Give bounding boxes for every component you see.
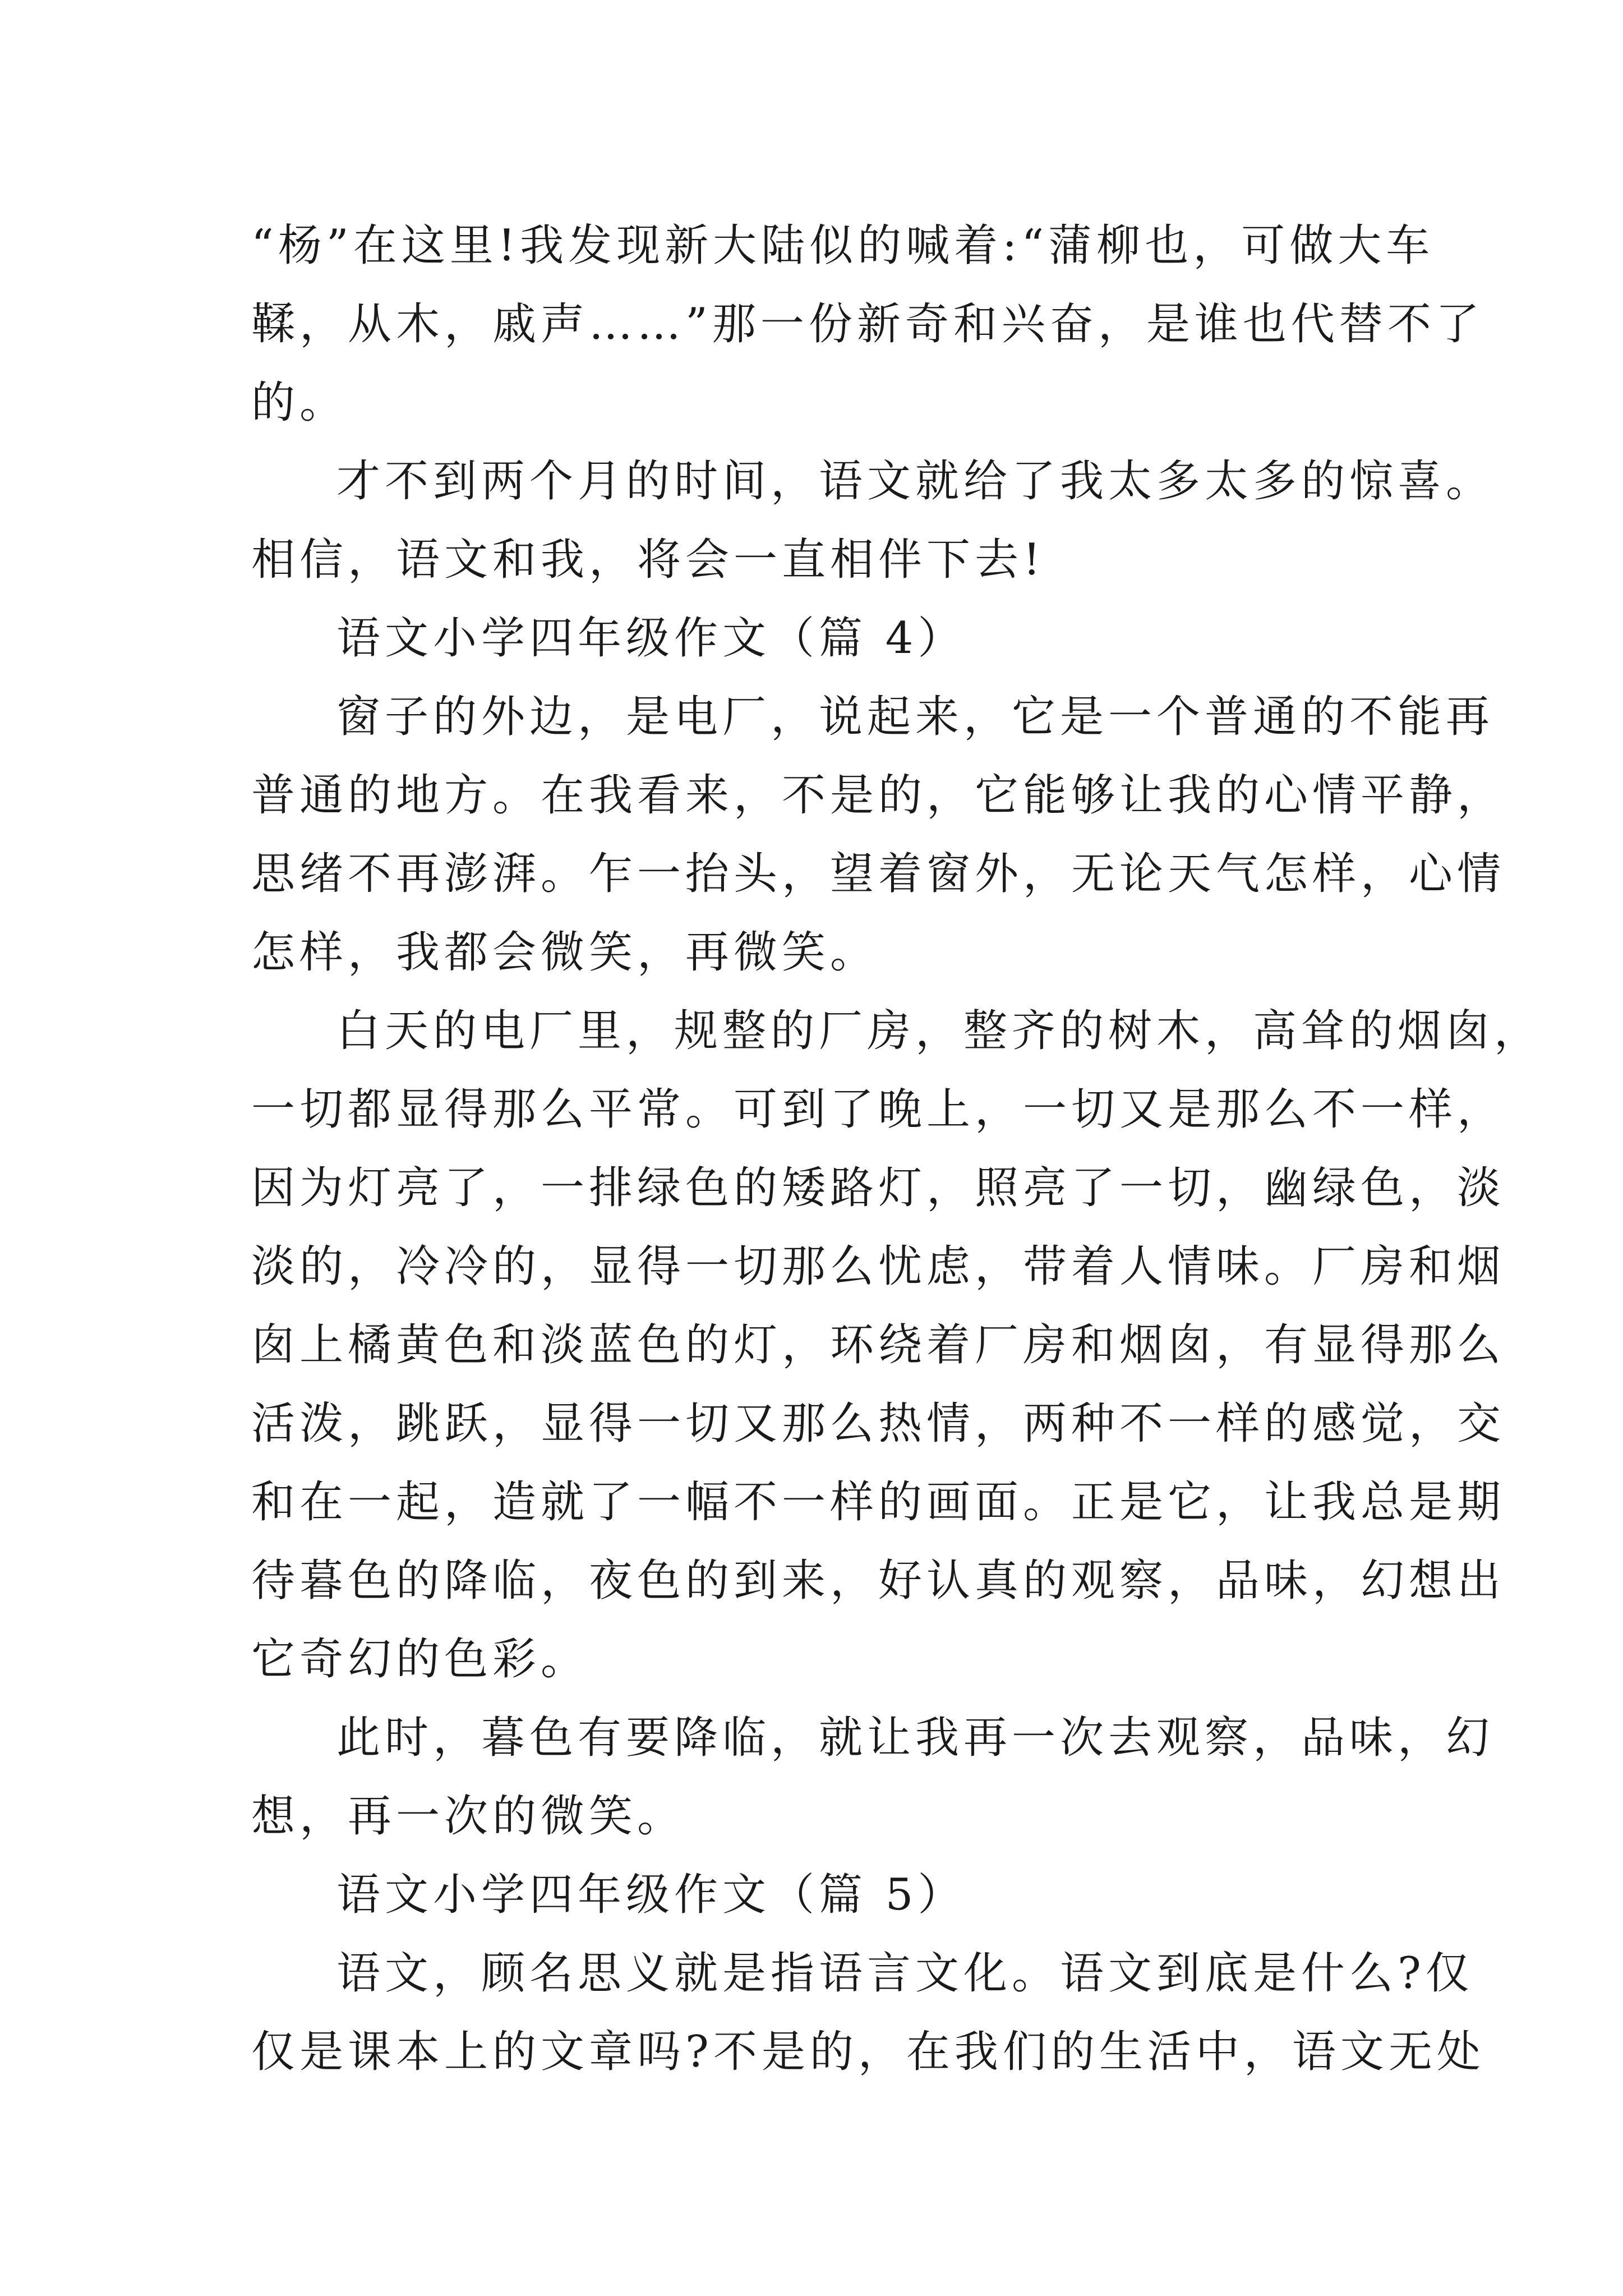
paragraph-line: 仅是课本上的文章吗?不是的，在我们的生活中，语文无处 <box>251 2027 1485 2077</box>
paragraph-line: 的。 <box>251 378 348 428</box>
paragraph-line: 语文，顾名思义就是指语言文化。语文到底是什么?仅 <box>336 1948 1474 1999</box>
paragraph-line: 因为灯亮了，一排绿色的矮路灯，照亮了一切，幽绿色，淡 <box>251 1163 1506 1213</box>
paragraph-line: 活泼，跳跃，显得一切又那么热情，两种不一样的感觉，交 <box>251 1398 1506 1449</box>
paragraph-line: 囱上橘黄色和淡蓝色的灯，环绕着厂房和烟囱，有显得那么 <box>251 1320 1506 1370</box>
paragraph-line: 待暮色的降临，夜色的到来，好认真的观察，品味，幻想出 <box>251 1556 1506 1606</box>
paragraph-line: 相信，语文和我，将会一直相伴下去! <box>251 535 1045 585</box>
paragraph-line: 想，再一次的微笑。 <box>251 1791 686 1842</box>
paragraph-line: 普通的地方。在我看来，不是的，它能够让我的心情平静， <box>251 770 1506 821</box>
paragraph-line: 鞣，从木，戚声……”那一份新奇和兴奋，是谁也代替不了 <box>251 299 1484 349</box>
paragraph-line: 才不到两个月的时间，语文就给了我太多太多的惊喜。 <box>336 456 1495 507</box>
paragraph-line: “杨”在这里!我发现新大陆似的喊着:“蒲柳也，可做大车 <box>251 220 1435 271</box>
paragraph-line: 此时，暮色有要降临，就让我再一次去观察，品味，幻 <box>336 1713 1495 1763</box>
paragraph-line: 一切都显得那么平常。可到了晚上，一切又是那么不一样， <box>251 1084 1506 1135</box>
section-heading: 语文小学四年级作文（篇 4） <box>336 613 966 664</box>
section-heading: 语文小学四年级作文（篇 5） <box>336 1870 966 1920</box>
paragraph-line: 它奇幻的色彩。 <box>251 1634 589 1685</box>
paragraph-line: 怎样，我都会微笑，再微笑。 <box>251 927 879 978</box>
paragraph-line: 窗子的外边，是电厂，说起来，它是一个普通的不能再 <box>336 692 1495 742</box>
paragraph-line: 思绪不再澎湃。乍一抬头，望着窗外，无论天气怎样，心情 <box>251 849 1506 899</box>
paragraph-line: 和在一起，造就了一幅不一样的画面。正是它，让我总是期 <box>251 1477 1506 1527</box>
paragraph-line: 淡的，冷冷的，显得一切那么忧虑，带着人情味。厂房和烟 <box>251 1241 1506 1292</box>
paragraph-line: 白天的电厂里，规整的厂房，整齐的树木，高耸的烟囱， <box>336 1006 1543 1056</box>
